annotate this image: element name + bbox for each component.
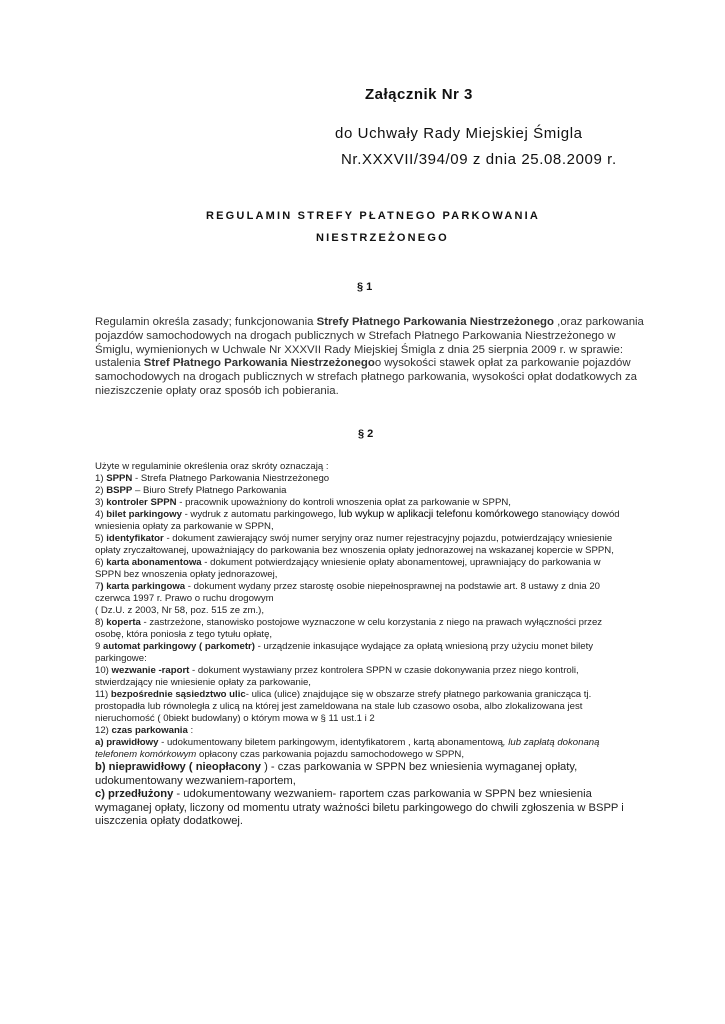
list-item: 1) SPPN - Strefa Płatnego Parkowania Niestrzeżonego [95,473,330,484]
list-item: stwierdzający nie wniesienie opłaty za parkowanie, [95,677,311,688]
list-item: nieruchomość ( 0biekt budowlany) o którym mowa w § 11 ust.1 i 2 [95,713,375,724]
sub-item-c-continued: wymaganej opłaty, liczony od momentu utraty ważności biletu parkingowego do chwili zgłoszenia w BSPP i [95,801,624,814]
sub-item-c: c) przedłużony - udokumentowany wezwaniem- raportem czas parkowania w SPPN bez wniesienia [95,788,592,801]
document-title: REGULAMIN STREFY PŁATNEGO PARKOWANIA [206,210,541,222]
paragraph-line: samochodowych na drogach publicznych w strefach płatnego parkowania, wysokości opłat dodatkowych za [95,371,637,384]
section-1-paragraph [95,316,655,399]
list-item: 8) koperta - zastrzeżone, stanowisko postojowe wyznaczone w celu korzystania z niego na prawach wyłączności przez [95,617,603,628]
list-item: 6) karta abonamentowa - dokument potwierdzający wniesienie opłaty abonamentowej, uprawniający do parkowania w [95,557,601,568]
list-item: prostopadła lub równoległa z ulicą na której jest zameldowana na stale lub czasowo osoba, albo zlokalizowana jest [95,701,583,712]
paragraph-line: Regulamin określa zasady; funkcjonowania Strefy Płatnego Parkowania Niestrzeżonego ,oraz parkowania [95,316,644,328]
definitions-list [95,461,655,829]
list-item: 11) bezpośrednie sąsiedztwo ulic- ulica (ulice) znajdujące się w obszarze strefy płatnego parkowania granicząca tj. [95,689,592,700]
section-2-heading: § 2 [358,428,374,440]
list-item: 12) czas parkowania : [95,725,194,736]
list-item: osobę, która poniosła z tego tytułu opłatę, [95,629,273,640]
attachment-title: Załącznik Nr 3 [365,86,473,103]
sub-item-b-continued: udokumentowany wezwaniem-raportem, [95,774,296,787]
list-item: 5) identyfikator - dokument zawierający swój numer seryjny oraz numer rejestracyjny pojazdu, potwierdzający wniesienie [95,533,613,544]
list-item: czerwca 1997 r. Prawo o ruchu drogowym [95,593,274,604]
sub-item-c-continued: uiszczenia opłaty dodatkowej. [95,815,244,828]
list-item: SPPN bez wnoszenia opłaty jednorazowej, [95,569,278,580]
sub-item-a-continued: telefonem komórkowym opłacony czas parkowania pojazdu samochodowego w SPPN, [95,749,465,760]
list-intro: Użyte w regulaminie określenia oraz skróty oznaczają : [95,461,329,472]
paragraph-line: Śmiglu, wymienionych w Uchwale Nr XXXVII Rady Miejskiej Śmigla z dnia 25 sierpnia 2009 r. w sprawie: [95,343,623,356]
document-title-continued: NIESTRZEŻONEGO [316,232,449,244]
sub-item-b: b) nieprawidłowy ( nieopłacony ) - czas parkowania w SPPN bez wniesienia wymaganej opłaty, [95,761,578,773]
list-item: 10) wezwanie -raport - dokument wystawiany przez kontrolera SPPN w czasie dokonywania przez niego kontroli, [95,665,579,676]
paragraph-line: pojazdów samochodowych na drogach publicznych w Strefach Płatnego Parkowania Niestrzeżonego w [95,329,616,342]
sub-item-a: a) prawidłowy - udokumentowany biletem parkingowym, identyfikatorem , kartą abonamentową, lub zapłatą dokonaną [95,737,600,748]
section-1-heading: § 1 [357,281,373,293]
resolution-number-line: Nr.XXXVII/394/09 z dnia 25.08.2009 r. [341,151,617,168]
paragraph-line: ustalenia Stref Płatnego Parkowania Niestrzeżonegoo wysokości stawek opłat za parkowanie pojazdów [95,357,631,370]
list-item: 7) karta parkingowa - dokument wydany przez starostę osobie niepełnosprawnej na podstawie art. 8 ustawy z dnia 20 [95,581,601,592]
paragraph-line: nieziszczenie opłaty oraz sposób ich pobierania. [95,384,339,397]
list-item: wniesienia opłaty za parkowanie w SPPN, [95,521,274,532]
list-item: 3) kontroler SPPN - pracownik upoważniony do kontroli wnoszenia opłat za parkowanie w SPPN, [95,497,511,508]
list-item: parkingowe: [95,653,147,664]
list-item: 4) bilet parkingowy - wydruk z automatu parkingowego, lub wykup w aplikacji telefonu komórkowego stanowiący dowód [95,509,620,520]
list-item: opłaty zryczałtowanej, upoważniający do parkowania bez wnoszenia opłaty jednorazowej na wskazanej kopercie w SPPN, [95,545,614,556]
list-item: ( Dz.U. z 2003, Nr 58, poz. 515 ze zm.), [95,605,265,616]
list-item: 2) BSPP – Biuro Strefy Płatnego Parkowania [95,485,287,496]
list-item: 9 automat parkingowy ( parkometr) - urządzenie inkasujące wydające za opłatą wniesioną przy użyciu monet bilety [95,641,594,652]
resolution-line: do Uchwały Rady Miejskiej Śmigla [335,125,583,142]
